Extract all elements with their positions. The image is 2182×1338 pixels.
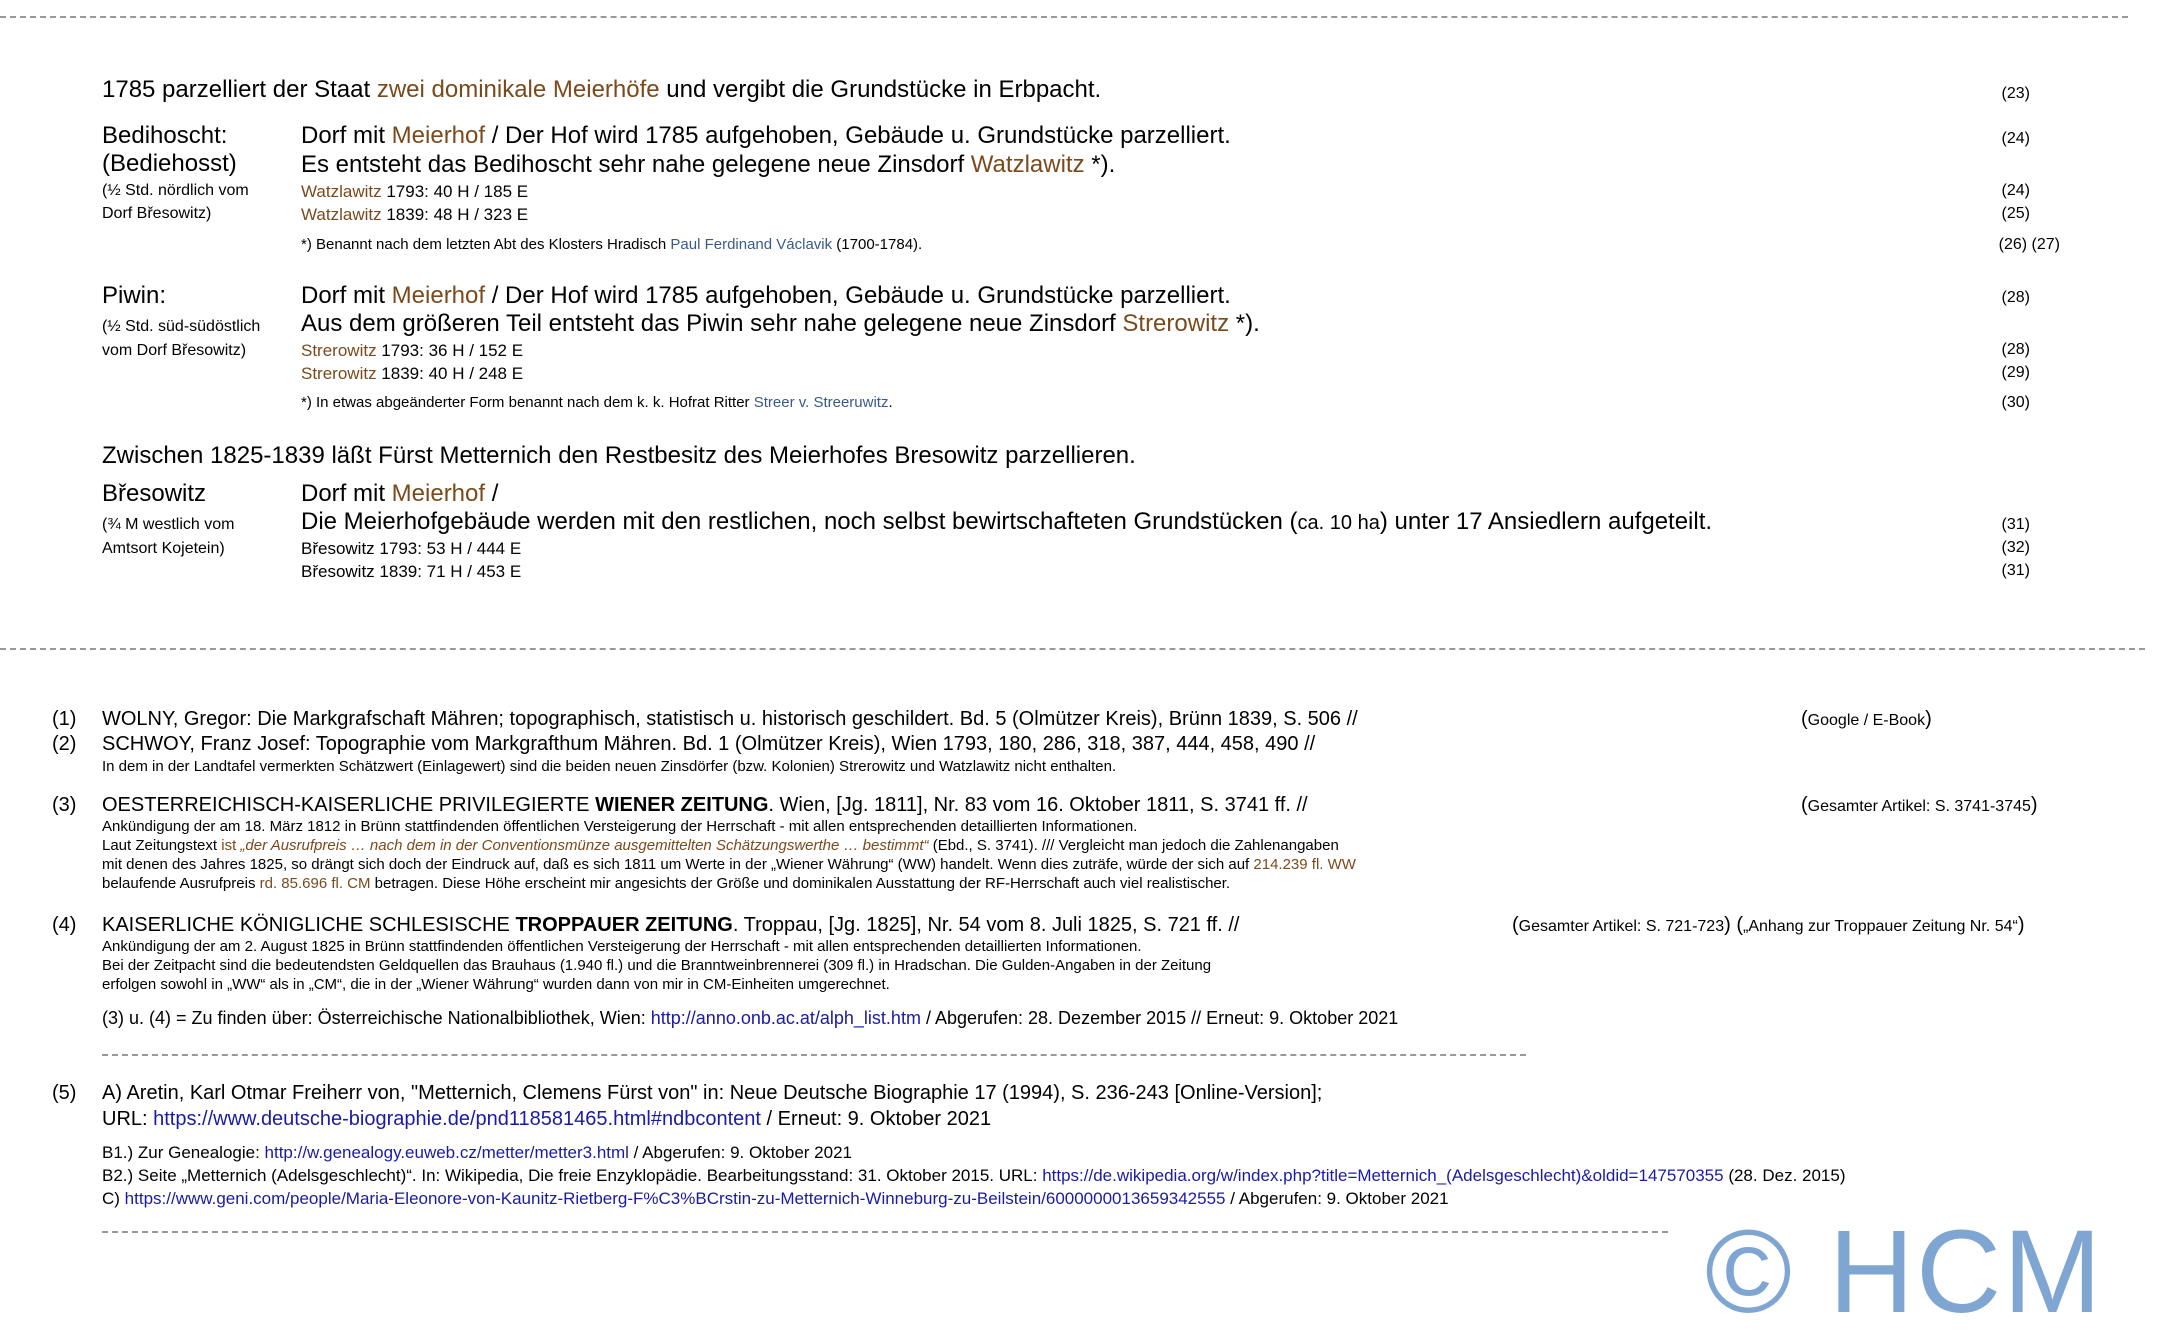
fn-source-3: (Gesamter Artikel: S. 3741-3745) bbox=[1801, 794, 2038, 816]
bed-loc1: (½ Std. nördlich vom bbox=[102, 182, 249, 199]
piw-name: Piwin: bbox=[102, 282, 167, 309]
bre-line1: Dorf mit Meierhof / bbox=[301, 480, 499, 507]
piw-loc2: vom Dorf Břesowitz) bbox=[102, 342, 247, 359]
copyright-watermark: © HCM bbox=[1705, 1206, 2104, 1338]
bre-loc1: (¾ M westlich vom bbox=[102, 516, 235, 533]
ref-bed-4: (25) bbox=[2001, 205, 2030, 222]
fn-5-b: URL: https://www.deutsche-biographie.de/pnd118581465.html#ndbcontent / Erneut: 9. Oktober 2021 bbox=[102, 1108, 992, 1130]
genealogy-link[interactable]: http://w.genealogy.euweb.cz/metter/metter3.html bbox=[264, 1143, 629, 1162]
fn-text-2: SCHWOY, Franz Josef: Topographie vom Markgrafthum Mähren. Bd. 1 (Olmützer Kreis), Wien 1793, 180, 286, 318, 387, 444, 458, 490 // bbox=[102, 733, 1316, 755]
ref-bre-4: (31) bbox=[2001, 562, 2030, 579]
between-line: Zwischen 1825-1839 läßt Fürst Metternich den Restbesitz des Meierhofes Bresowitz parzellieren. bbox=[102, 442, 1136, 469]
intro-highlight: zwei dominikale Meierhöfe bbox=[376, 76, 660, 103]
ref-bed-3: (24) bbox=[2001, 182, 2030, 199]
fn-5-c: B1.) Zur Genealogie: http://w.genealogy.euweb.cz/metter/metter3.html / Abgerufen: 9. Oktober 2021 bbox=[102, 1143, 852, 1162]
fn-5-a: A) Aretin, Karl Otmar Freiherr von, "Metternich, Clemens Fürst von" in: Neue Deutsche Biographie 17 (1994), S. 236-243 [Online-Version]; bbox=[102, 1082, 1323, 1104]
fn-3-d: belaufende Ausrufpreis rd. 85.696 fl. CM betragen. Diese Höhe erscheint mir angesichts der Größe und dominikalen Ausstattung der RF-Herrschaft auch viel realistischer. bbox=[102, 875, 1231, 892]
separator-footnotes-inner bbox=[102, 1054, 1526, 1056]
wikipedia-link[interactable]: https://de.wikipedia.org/w/index.php?title=Metternich_(Adelsgeschlecht)&oldid=147570355 bbox=[1042, 1166, 1724, 1185]
piw-line1: Dorf mit Meierhof / Der Hof wird 1785 aufgehoben, Gebäude u. Grundstücke parzelliert. bbox=[301, 282, 1231, 309]
fn-4-c: erfolgen sowohl in „WW“ als in „CM“, die in der „Wiener Währung“ wurden dann von mir in CM-Einheiten umgerechnet. bbox=[102, 976, 890, 993]
ref-piw-4: (29) bbox=[2001, 364, 2030, 381]
bed-line2: Es entsteht das Bedihoscht sehr nahe gelegene neue Zinsdorf Watzlawitz *). bbox=[301, 151, 1116, 178]
bre-loc2: Amtsort Kojetein) bbox=[102, 540, 225, 557]
fn-source-1: (Google / E-Book) bbox=[1801, 708, 1932, 730]
anno-link[interactable]: http://anno.onb.ac.at/alph_list.htm bbox=[650, 1008, 921, 1028]
bed-line1: Dorf mit Meierhof / Der Hof wird 1785 aufgehoben, Gebäude u. Grundstücke parzelliert. bbox=[301, 122, 1231, 149]
bed-name: Bedihoscht: bbox=[102, 122, 228, 149]
bre-line4: Břesowitz 1839: 71 H / 453 E bbox=[301, 562, 522, 581]
piw-loc1: (½ Std. süd-südöstlich bbox=[102, 318, 261, 335]
fn-source-4: (Gesamter Artikel: S. 721-723) („Anhang zur Troppauer Zeitung Nr. 54“) bbox=[1512, 914, 2025, 936]
fn-4-a: Ankündigung der am 2. August 1825 in Brünn stattfindenden öffentlichen Versteigerung der Herrschaft - mit allen entsprechenden detaillierten Informationen. bbox=[102, 938, 1142, 955]
fn-3-4-source: (3) u. (4) = Zu finden über: Österreichische Nationalbibliothek, Wien: http://anno.onb.ac.at/alph_list.htm / Abgerufen: 28. Dezember 2015 // Erneut: 9. Oktober 2021 bbox=[102, 1008, 1399, 1028]
ref-piw-1: (28) bbox=[2001, 289, 2030, 306]
ref-bed-note: (26) (27) bbox=[1998, 236, 2060, 253]
piw-note: *) In etwas abgeänderter Form benannt nach dem k. k. Hofrat Ritter Streer v. Streeruwitz. bbox=[301, 394, 893, 411]
fn-note-2: In dem in der Landtafel vermerkten Schätzwert (Einlagewert) sind die beiden neuen Zinsdörfer (bzw. Kolonien) Strerowitz und Watzlawitz nicht enthalten. bbox=[102, 758, 1117, 775]
ref-23: (23) bbox=[2001, 85, 2030, 102]
intro-line: 1785 parzelliert der Staat zwei dominikale Meierhöfe und vergibt die Grundstücke in Erbpacht. bbox=[102, 76, 1102, 103]
bed-note: *) Benannt nach dem letzten Abt des Klosters Hradisch Paul Ferdinand Václavik (1700-1784). bbox=[301, 236, 923, 253]
deutsche-biographie-link[interactable]: https://www.deutsche-biographie.de/pnd118581465.html#ndbcontent bbox=[153, 1108, 761, 1130]
piw-line3: Strerowitz 1793: 36 H / 152 E bbox=[301, 341, 524, 360]
fn-5-d: B2.) Seite „Metternich (Adelsgeschlecht)“. In: Wikipedia, Die freie Enzyklopädie. Bearbeitungsstand: 31. Oktober 2015. URL: https://de.wikipedia.org/w/index.php?title=Metternich_(Adelsgeschlecht)&oldid=147570355 (28. Dez. 2015) bbox=[102, 1166, 1846, 1185]
separator-bottom bbox=[102, 1231, 1668, 1233]
fn-text-1: WOLNY, Gregor: Die Markgrafschaft Mähren; topographisch, statistisch u. historisch geschildert. Bd. 5 (Olmützer Kreis), Brünn 1839, S. 506 // bbox=[102, 708, 1358, 730]
separator-top bbox=[0, 16, 2128, 18]
piw-line2: Aus dem größeren Teil entsteht das Piwin sehr nahe gelegene neue Zinsdorf Strerowitz *). bbox=[301, 310, 1260, 337]
fn-text-4: KAISERLICHE KÖNIGLICHE SCHLESISCHE TROPPAUER ZEITUNG. Troppau, [Jg. 1825], Nr. 54 vom 8. Juli 1825, S. 721 ff. // bbox=[102, 914, 1240, 936]
ref-piw-3: (28) bbox=[2001, 341, 2030, 358]
bre-name: Břesowitz bbox=[102, 480, 207, 507]
bed-alt: (Bediehosst) bbox=[102, 150, 237, 177]
ref-bed-1: (24) bbox=[2001, 130, 2030, 147]
piw-line4: Strerowitz 1839: 40 H / 248 E bbox=[301, 364, 524, 383]
fn-num-4: (4) bbox=[52, 914, 77, 936]
bed-loc2: Dorf Břesowitz) bbox=[102, 205, 212, 222]
fn-text-3: OESTERREICHISCH-KAISERLICHE PRIVILEGIERTE WIENER ZEITUNG. Wien, [Jg. 1811], Nr. 83 vom 16. Oktober 1811, S. 3741 ff. // bbox=[102, 794, 1308, 816]
bre-line3: Břesowitz 1793: 53 H / 444 E bbox=[301, 539, 522, 558]
ref-piw-note: (30) bbox=[2001, 394, 2030, 411]
fn-5-e: C) https://www.geni.com/people/Maria-Eleonore-von-Kaunitz-Rietberg-F%C3%BCrstin-zu-Metternich-Winneburg-zu-Beilstein/6000000013659342555 / Abgerufen: 9. Oktober 2021 bbox=[102, 1189, 1449, 1208]
geni-link[interactable]: https://www.geni.com/people/Maria-Eleonore-von-Kaunitz-Rietberg-F%C3%BCrstin-zu-Metternich-Winneburg-zu-Beilstein/6000000013659342555 bbox=[124, 1189, 1226, 1208]
bed-line3: Watzlawitz 1793: 40 H / 185 E bbox=[301, 182, 529, 201]
fn-4-b: Bei der Zeitpacht sind die bedeutendsten Geldquellen das Brauhaus (1.940 fl.) und die Branntweinbrennerei (309 fl.) in Hradschan. Die Gulden-Angaben in der Zeitung bbox=[102, 957, 1212, 974]
fn-num-2: (2) bbox=[52, 733, 77, 755]
ref-bre-2: (31) bbox=[2001, 516, 2030, 533]
bre-line2: Die Meierhofgebäude werden mit den restlichen, noch selbst bewirtschafteten Grundstücken (ca. 10 ha) unter 17 Ansiedlern aufgeteilt. bbox=[301, 508, 1713, 535]
fn-3-a: Ankündigung der am 18. März 1812 in Brünn stattfindenden öffentlichen Versteigerung der Herrschaft - mit allen entsprechenden detaillierten Informationen. bbox=[102, 818, 1138, 835]
ref-bre-3: (32) bbox=[2001, 539, 2030, 556]
fn-num-5: (5) bbox=[52, 1082, 77, 1104]
fn-3-b: Laut Zeitungstext ist „der Ausrufpreis … nach dem in der Conventionsmünze ausgemittelten Schätzungswerthe … bestimmt“ (Ebd., S. 3741). /// Vergleicht man jedoch die Zahlenangaben bbox=[102, 837, 1339, 854]
fn-num-1: (1) bbox=[52, 708, 77, 730]
fn-3-c: mit denen des Jahres 1825, so drängt sich doch der Eindruck auf, daß es sich 1811 um Werte in der „Wiener Währung“ (WW) handelt. Wenn dies zuträfe, würde der sich auf 214.239 fl. WW bbox=[102, 856, 1356, 873]
bed-line4: Watzlawitz 1839: 48 H / 323 E bbox=[301, 205, 529, 224]
separator-middle bbox=[0, 648, 2145, 650]
fn-num-3: (3) bbox=[52, 794, 77, 816]
